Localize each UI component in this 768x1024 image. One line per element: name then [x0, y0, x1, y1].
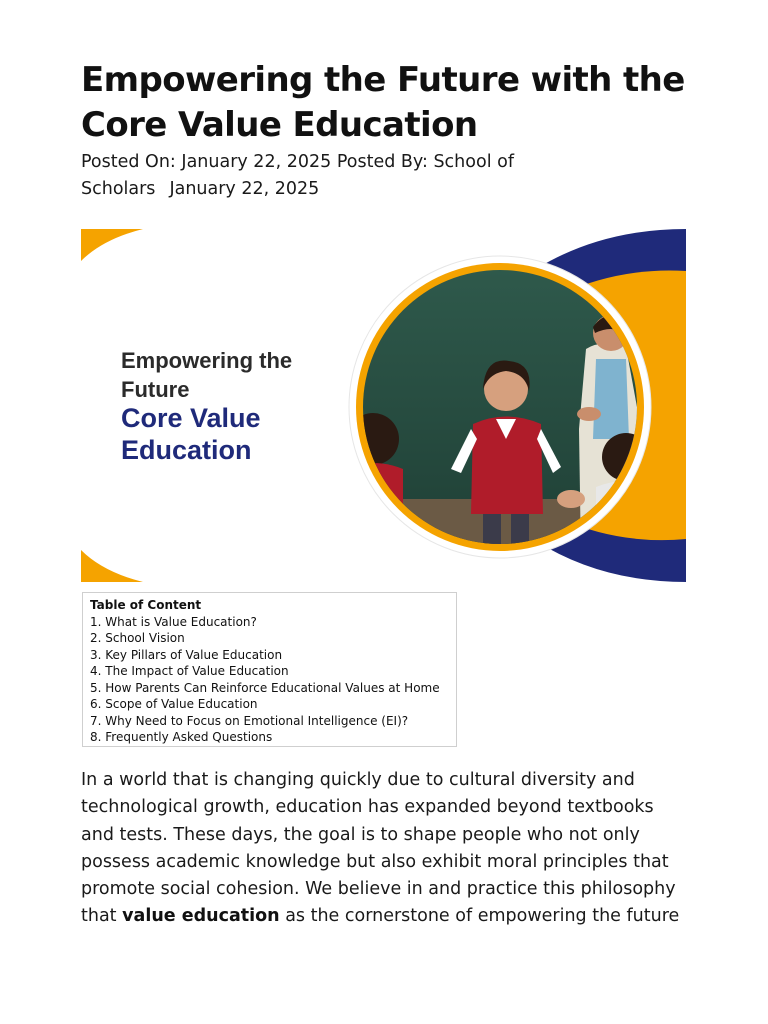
hero-heading-line4: Education [121, 435, 252, 465]
toc-item[interactable]: 5. How Parents Can Reinforce Educational Values at Home [90, 680, 440, 695]
toc-list [90, 614, 449, 746]
top-left-accent [81, 229, 143, 261]
posted-on-date: January 22, 2025 [181, 152, 332, 172]
intro-paragraph [81, 767, 691, 931]
table-of-contents [82, 592, 457, 747]
post-date: January 22, 2025 [169, 179, 320, 199]
hero-banner-graphic [81, 229, 686, 582]
hero-heading-line3: Core Value [121, 403, 261, 433]
posted-on-label: Posted On: [81, 152, 176, 172]
post-meta [81, 149, 541, 203]
toc-item[interactable]: 7. Why Need to Focus on Emotional Intelligence (EI)? [90, 713, 409, 728]
toc-item[interactable]: 3. Key Pillars of Value Education [90, 647, 283, 662]
intro-text-end: as the cornerstone of empowering the future [279, 906, 680, 927]
hero-heading-line1: Empowering the [121, 348, 293, 373]
article-title: Empowering the Future with the Core Value Education [81, 60, 685, 145]
author-link[interactable]: School of Scholars [81, 152, 514, 199]
toc-item[interactable]: 1. What is Value Education? [90, 614, 257, 629]
hero-heading-line2: Future [121, 377, 190, 402]
intro-text-bold: value education [122, 906, 280, 927]
intro-text-start: In a world that is changing quickly due to cultural diversity and technological growth, education has expanded beyond textbooks and tests. These days, the goal is to shape people who not only possess academic knowledge but also exhibit moral principles that promote social cohesion. We believe in and practice this philosophy that [81, 770, 676, 927]
toc-item[interactable]: 2. School Vision [90, 631, 185, 645]
posted-by-label: Posted By: [336, 152, 428, 172]
toc-item[interactable]: 4. The Impact of Value Education [90, 664, 289, 678]
hero-banner [81, 229, 686, 582]
toc-item[interactable]: 6. Scope of Value Education [90, 697, 258, 711]
toc-item[interactable]: 8. Frequently Asked Questions [90, 730, 273, 744]
toc-title: Table of Content [90, 598, 202, 612]
bottom-left-accent [81, 550, 143, 582]
